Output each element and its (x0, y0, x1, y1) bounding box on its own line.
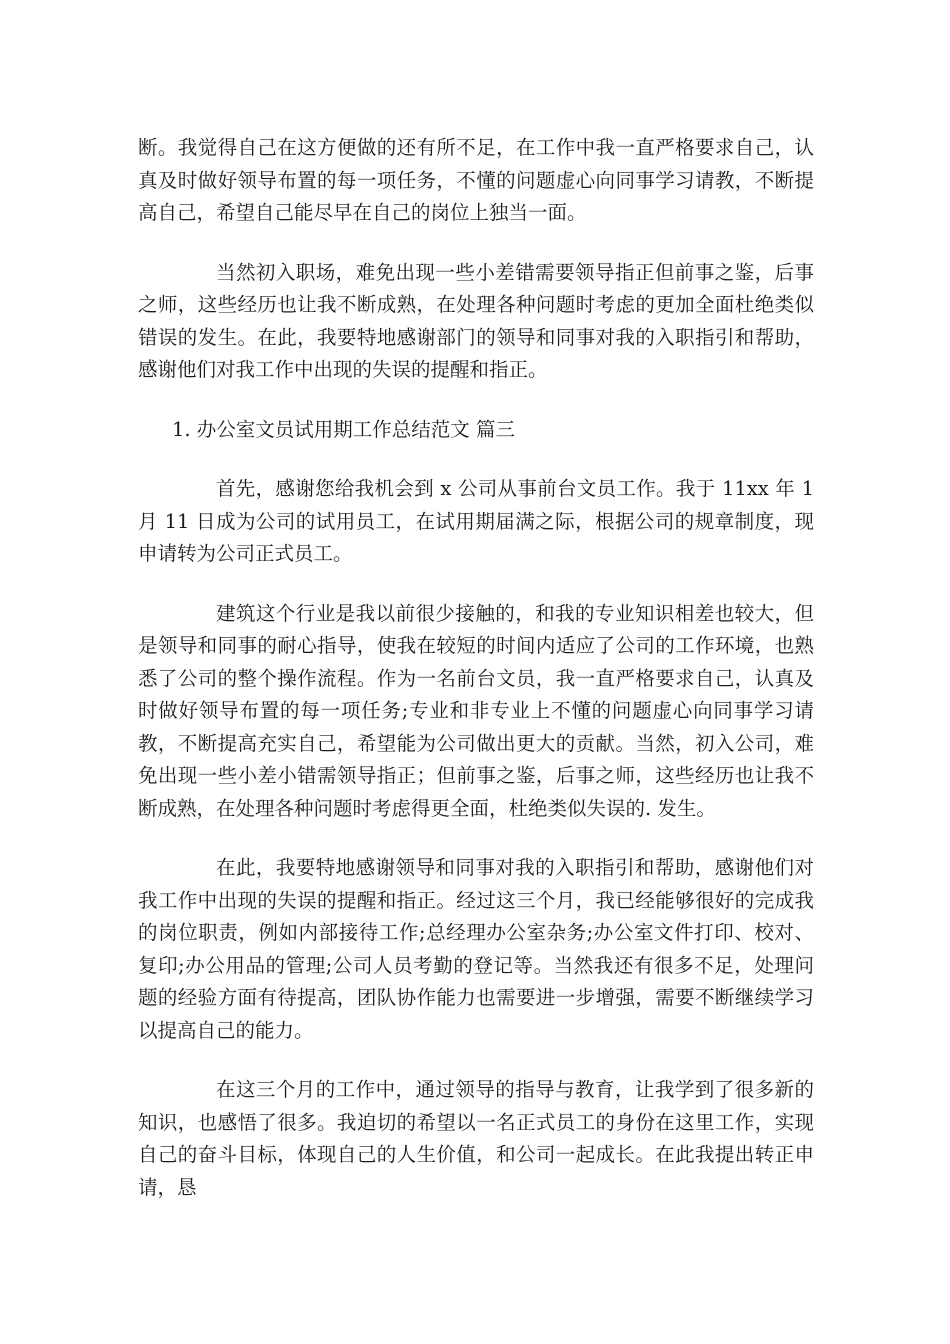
paragraph-industry: 建筑这个行业是我以前很少接触的，和我的专业知识相差也较大，但是领导和同事的耐心指导，使我在较短的时间内适应了公司的工作环境，也熟悉了公司的整个操作流程。作为一名前台文员，我一直严格要求自己，认真及时做好领导布置的每一项任务;专业和非专业上不懂的问题虚心向同事学习请教，不断提高充实自己，希望能为公司做出更大的贡献。当然，初入公司，难免出现一些小差小错需领导指正；但前事之鉴，后事之师，这些经历也让我不断成熟，在处理各种问题时考虑得更全面，杜绝类似失误的. 发生。 (138, 601, 814, 820)
paragraph-intro: 首先，感谢您给我机会到 x 公司从事前台文员工作。我于 11xx 年 1 月 11 日成为公司的试用员工，在试用期届满之际，根据公司的规章制度，现申请转为公司正式员工。 (138, 477, 814, 565)
section-heading: 1. 办公室文员试用期工作总结范文 篇三 (172, 417, 516, 441)
document-body (138, 132, 814, 1231)
paragraph-continuation: 断。我觉得自己在这方便做的还有所不足，在工作中我一直严格要求自己，认真及时做好领导布置的每一项任务，不懂的问题虚心向同事学习请教，不断提高自己，希望自己能尽早在自己的岗位上独当一面。 (138, 136, 814, 224)
paragraph-mistakes: 当然初入职场，难免出现一些小差错需要领导指正但前事之鉴，后事之师，这些经历也让我不断成熟，在处理各种问题时考虑的更加全面杜绝类似错误的发生。在此，我要特地感谢部门的领导和同事对我的入职指引和帮助，感谢他们对我工作中出现的失误的提醒和指正。 (138, 260, 814, 381)
paragraph-thanks: 在此，我要特地感谢领导和同事对我的入职指引和帮助，感谢他们对我工作中出现的失误的提醒和指正。经过这三个月，我已经能够很好的完成我的岗位职责，例如内部接待工作;总经理办公室杂务;办公室文件打印、校对、复印;办公用品的管理;公司人员考勤的登记等。当然我还有很多不足，处理问题的经验方面有待提高，团队协作能力也需要进一步增强，需要不断继续学习以提高自己的能力。 (138, 856, 814, 1042)
paragraph-conclusion: 在这三个月的工作中，通过领导的指导与教育，让我学到了很多新的知识，也感悟了很多。我迫切的希望以一名正式员工的身份在这里工作，实现自己的奋斗目标，体现自己的人生价值，和公司一起成长。在此我提出转正申请，恳 (138, 1078, 814, 1199)
